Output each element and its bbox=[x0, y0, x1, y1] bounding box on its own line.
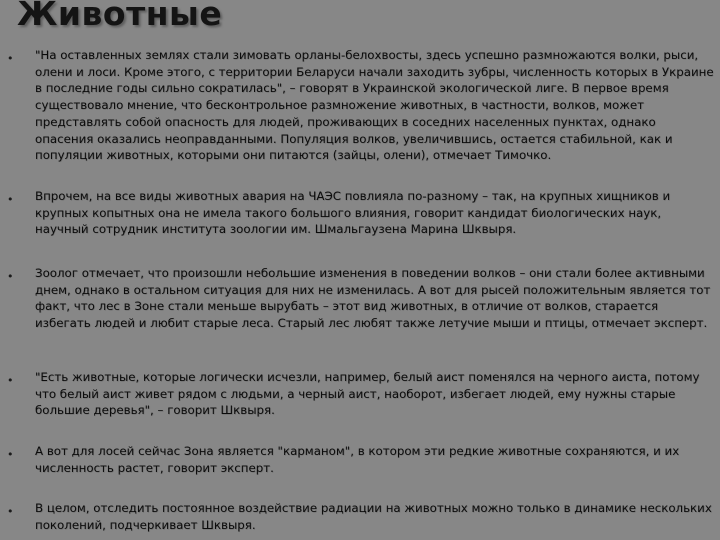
bullet-icon: • bbox=[7, 270, 14, 283]
slide-title: Животные bbox=[17, 0, 223, 33]
bullet-icon: • bbox=[7, 52, 14, 65]
bullet-icon: • bbox=[7, 448, 14, 461]
paragraph-2: Впрочем, на все виды животных авария на ЧАЭС повлияла по-разному – так, на крупных хищников и крупных копытных она не имела такого большого влияния, говорит кандидат биологических наук, научный сотрудник института зоологии им. Шмальгаузена Марина Шквыря. bbox=[35, 189, 671, 237]
paragraph-1: "На оставленных землях стали зимовать орланы-белохвосты, здесь успешно размножаются волки, рыси, олени и лоси. Кроме этого, с территории Беларуси начали заходить зубры, численность которых в Украине в последние годы сильно сократилась", – говорят в Украинской экологической лиге. В первое время существовало мнение, что бесконтрольное размножение животных, в частности, волков, может представлять собой опасность для людей, проживающих в соседних населенных пунктах, однако опасения оказались неоправданными. Популяция волков, увеличившись, остается стабильной, как и популяции животных, которыми они питаются (зайцы, олени), отмечает Тимочко. bbox=[35, 48, 714, 163]
bullet-icon: • bbox=[7, 193, 14, 206]
bullet-icon: • bbox=[7, 374, 14, 387]
paragraph-6: В целом, отследить постоянное воздействие радиации на животных можно только в динамике нескольких поколений, подчеркивает Шквыря. bbox=[35, 501, 712, 532]
bullet-icon: • bbox=[7, 505, 14, 518]
paragraph-3: Зоолог отмечает, что произошли небольшие изменения в поведении волков – они стали более активными днем, однако в остальном ситуация для них не изменилась. А вот для рысей положительным является тот факт, что лес в Зоне стали меньше вырубать – этот вид животных, в отличие от волков, старается избегать людей и любит старые леса. Старый лес любят также летучие мыши и птицы, отмечает эксперт. bbox=[35, 266, 711, 331]
paragraph-5: А вот для лосей сейчас Зона является "карманом", в котором эти редкие животные сохраняются, и их численность растет, говорит эксперт. bbox=[35, 444, 680, 475]
paragraph-4: "Есть животные, которые логически исчезли, например, белый аист поменялся на черного аиста, потому что белый аист живет рядом с людьми, а черный аист, наоборот, избегает людей, ему нужны старые большие деревья", – говорит Шквыря. bbox=[35, 370, 700, 418]
